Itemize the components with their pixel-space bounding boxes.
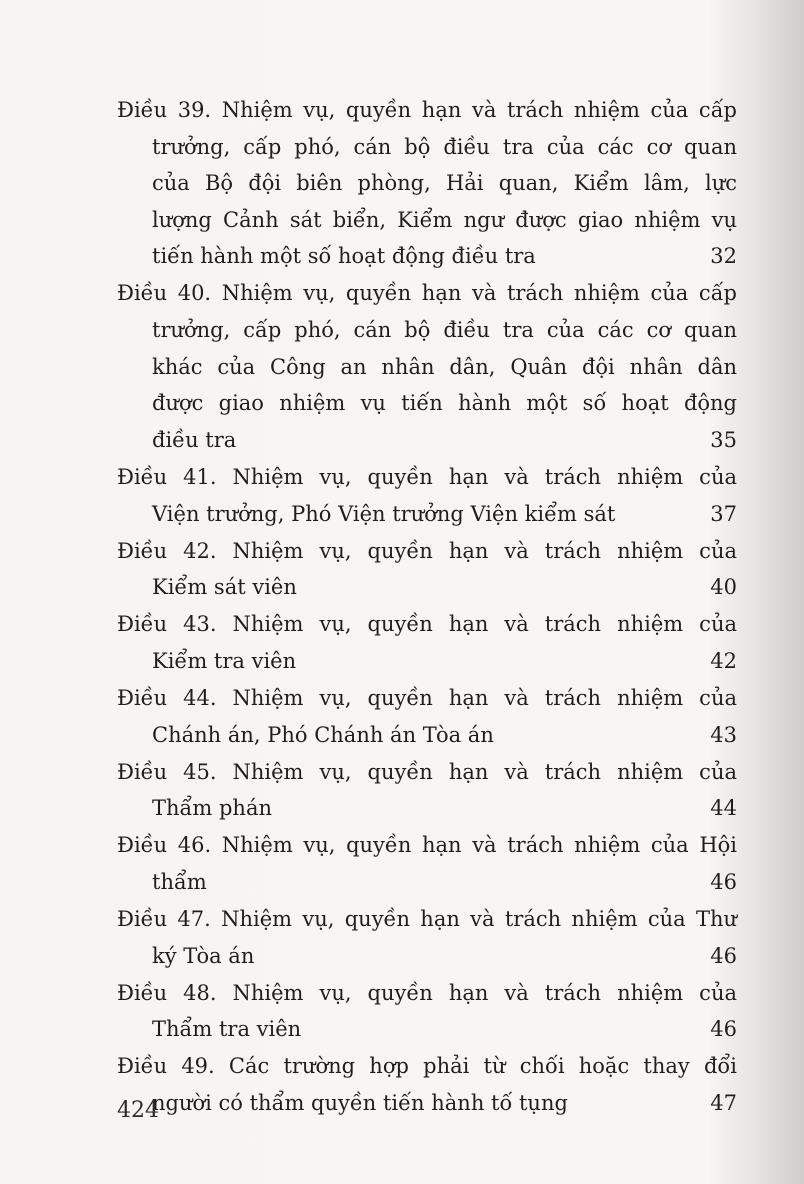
toc-entry [117,606,737,679]
toc-entry-last-row [117,1085,737,1122]
toc-page-number: 37 [710,501,737,526]
toc-page-number: 44 [710,796,737,821]
toc-entry-line: khác của Công an nhân dân, Quân đội nhân dân [152,354,737,379]
toc-entry-heading: Điều 43. Nhiệm vụ, quyền hạn và trách nhiệm của [117,612,737,637]
toc-entry [117,754,737,827]
toc-page-number: 42 [710,648,737,673]
table-of-contents [117,92,737,1122]
toc-entry-heading: Điều 39. Nhiệm vụ, quyền hạn và trách nhiệm của cấp [117,98,737,122]
toc-entry-line: được giao nhiệm vụ tiến hành một số hoạt động [152,391,737,416]
toc-entry-heading: Điều 40. Nhiệm vụ, quyền hạn và trách nhiệm của cấp [117,281,737,306]
toc-page-number: 40 [710,575,737,600]
toc-page-number: 46 [710,943,737,968]
toc-entry-heading: Điều 48. Nhiệm vụ, quyền hạn và trách nhiệm của [117,980,737,1005]
toc-entry [117,827,737,900]
toc-page-number: 32 [710,244,737,269]
toc-entry [117,459,737,532]
toc-entry-line: tiến hành một số hoạt động điều tra [152,244,536,269]
toc-entry-line: trưởng, cấp phó, cán bộ điều tra của các cơ quan [152,134,737,159]
toc-entry-last-row [117,238,737,275]
page-number: 424 [117,1098,159,1123]
toc-entry-line: Viện trưởng, Phó Viện trưởng Viện kiểm sát [152,501,616,526]
toc-page-number: 46 [710,1017,737,1042]
toc-entry-line: thẩm [152,869,207,894]
toc-entry [117,1048,737,1121]
toc-entry-heading: Điều 47. Nhiệm vụ, quyền hạn và trách nhiệm của Thư [117,907,737,932]
toc-entry-heading: Điều 46. Nhiệm vụ, quyền hạn và trách nhiệm của Hội [117,833,737,858]
toc-entry-line: lượng Cảnh sát biển, Kiểm ngư được giao nhiệm vụ [152,207,737,232]
toc-entry [117,975,737,1048]
toc-entry [117,275,737,458]
toc-entry-last-row [117,938,737,975]
toc-entry-last-row [117,643,737,680]
toc-page-number: 35 [710,427,737,452]
toc-entry-heading: Điều 42. Nhiệm vụ, quyền hạn và trách nhiệm của [117,538,737,563]
toc-entry-heading: Điều 45. Nhiệm vụ, quyền hạn và trách nhiệm của [117,759,737,784]
toc-entry-heading: Điều 41. Nhiệm vụ, quyền hạn và trách nhiệm của [117,464,737,489]
toc-entry-last-row [117,790,737,827]
toc-page-number: 43 [710,722,737,747]
toc-page-number: 47 [710,1091,737,1116]
toc-entry-line: trưởng, cấp phó, cán bộ điều tra của các cơ quan [152,318,737,343]
toc-entry-heading: Điều 49. Các trường hợp phải từ chối hoặc thay đổi [117,1054,737,1079]
toc-entry-line: Kiểm tra viên [152,648,297,673]
toc-entry-line: điều tra [152,427,237,452]
toc-entry-line: ký Tòa án [152,943,255,968]
toc-entry-line: người có thẩm quyền tiến hành tố tụng [152,1091,568,1116]
toc-entry-line: Kiểm sát viên [152,575,297,600]
toc-page-number: 46 [710,869,737,894]
toc-entry-line: của Bộ đội biên phòng, Hải quan, Kiểm lâm, lực [152,171,737,196]
toc-entry-heading: Điều 44. Nhiệm vụ, quyền hạn và trách nhiệm của [117,686,737,710]
toc-entry [117,901,737,974]
toc-entry-last-row [117,422,737,459]
toc-entry [117,92,737,275]
toc-entry-last-row [117,569,737,606]
toc-entry-line: Chánh án, Phó Chánh án Tòa án [152,722,494,747]
toc-entry-last-row [117,496,737,533]
toc-entry-last-row [117,864,737,901]
toc-entry-line: Thẩm phán [152,796,273,821]
toc-entry-line: Thẩm tra viên [152,1017,302,1042]
toc-entry-last-row [117,1011,737,1048]
toc-entry [117,680,737,753]
toc-entry [117,533,737,606]
toc-entry-last-row [117,717,737,754]
